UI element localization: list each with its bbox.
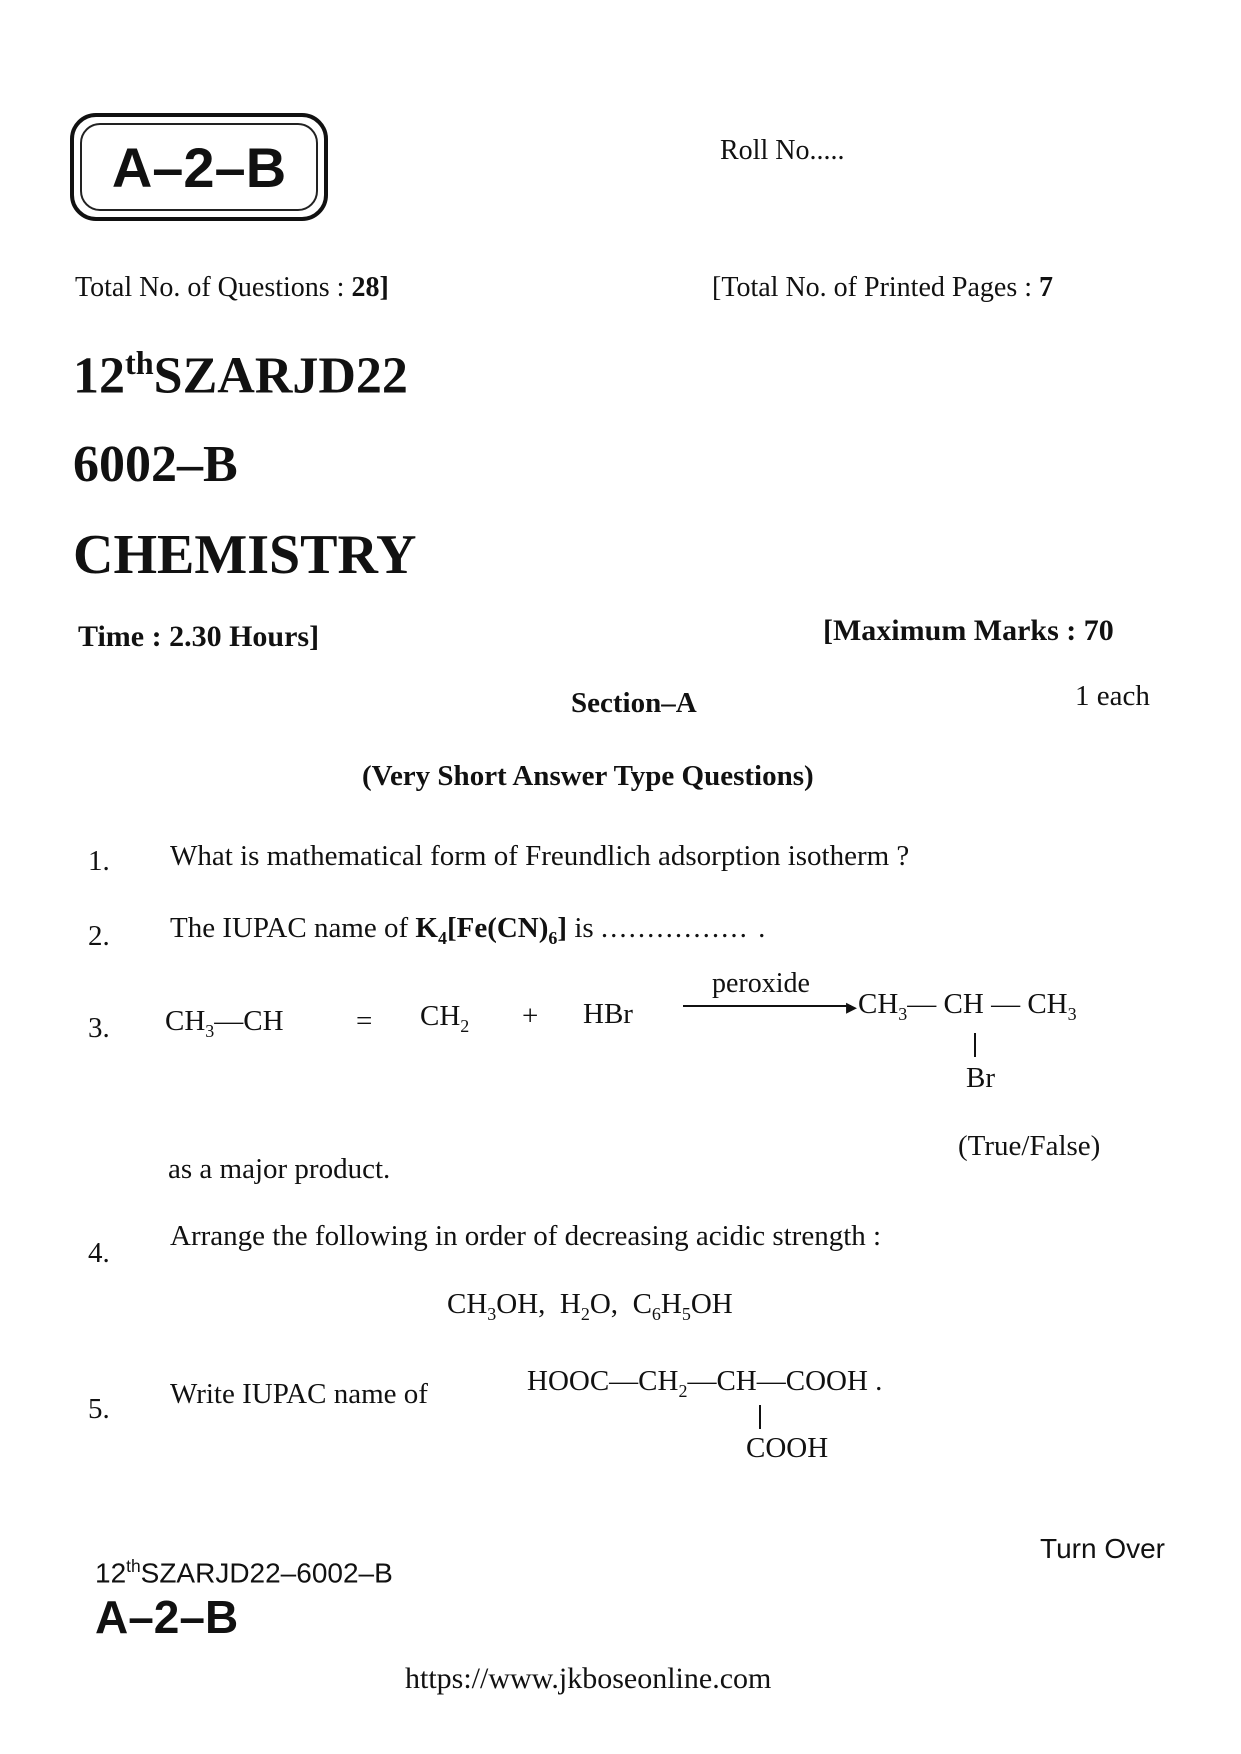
product-branch-bond [974, 1033, 976, 1057]
formula-fe-cn: [Fe(CN) [446, 912, 549, 944]
maximum-marks-label: [Maximum Marks : [823, 614, 1077, 647]
compound-phenol-sub6: 6 [651, 1303, 661, 1324]
reactant-propene [165, 1005, 284, 1042]
footer-set-code: A–2–B [95, 1591, 239, 1643]
formula-main-2: —CH—COOH . [687, 1365, 883, 1397]
double-bond: = [356, 1005, 373, 1037]
footer-code-rest: SZARJD22–6002–B [140, 1557, 393, 1589]
product-ch3: CH [858, 988, 899, 1020]
section-title: Section–A [571, 687, 697, 719]
product-chain: — CH — CH [907, 988, 1068, 1020]
source-url: https://www.jkboseonline.com [405, 1662, 772, 1695]
question-number: 1. [88, 845, 110, 877]
exam-code-prefix: 12 [73, 347, 125, 405]
formula-branch-bond [759, 1405, 761, 1429]
question-4-text: Arrange the following in order of decreasing acidic strength : [170, 1220, 882, 1252]
question-2-text [170, 912, 767, 949]
turn-over: Turn Over [1040, 1533, 1165, 1564]
product-ch3-sub: 3 [898, 1003, 908, 1024]
paper-code: 6002–B [73, 436, 238, 493]
product-chain-sub: 3 [1067, 1003, 1077, 1024]
question-number: 4. [88, 1237, 110, 1269]
reactant-ch2-sub: 2 [460, 1015, 470, 1036]
reactant-ch2-group [420, 1000, 469, 1037]
compound-methanol-sub: 3 [487, 1303, 497, 1324]
formula-cn-sub: 6 [548, 927, 558, 948]
maximum-marks-value: 70 [1083, 614, 1114, 647]
product-formula [858, 988, 1077, 1025]
set-code: A–2–B [111, 135, 287, 199]
compound-phenol-h: H [660, 1288, 682, 1320]
reaction-arrow-head: ▸ [846, 994, 858, 1019]
question-number: 5. [88, 1393, 110, 1425]
reactant-ch2-text: CH [420, 1000, 461, 1032]
formula-main-1: HOOC—CH [527, 1365, 679, 1397]
compound-water: H [559, 1288, 581, 1320]
exam-code-rest: SZARJD22 [153, 347, 408, 405]
maximum-marks [823, 614, 1114, 648]
exam-code-sup: th [125, 345, 154, 381]
product-branch-br: Br [966, 1062, 995, 1094]
formula-close: ] [557, 912, 568, 944]
reactant-ch: CH [165, 1005, 206, 1037]
question-1-text: What is mathematical form of Freundlich adsorption isotherm ? [170, 840, 910, 872]
question-2-prefix: The IUPAC name of [170, 912, 409, 944]
set-code-box [70, 113, 328, 221]
time-allowed: Time : 2.30 Hours] [78, 620, 320, 653]
formula-branch-cooh: COOH [746, 1432, 829, 1464]
footer-exam-code [95, 1556, 393, 1589]
question-number: 3. [88, 1012, 110, 1044]
question-4-compounds [447, 1288, 733, 1325]
marks-each: 1 each [1075, 680, 1150, 712]
formula-k: K [415, 912, 438, 944]
answer-blank: ................ . [600, 912, 768, 944]
compound-methanol-oh: OH, [496, 1288, 546, 1320]
total-pages-label: [Total No. of Printed Pages : [712, 272, 1032, 303]
true-false-note: (True/False) [958, 1130, 1101, 1162]
reaction-arrow-line [683, 1005, 851, 1007]
roll-number-label: Roll No..... [720, 135, 845, 166]
compound-phenol-sub5: 5 [681, 1303, 691, 1324]
footer-code-prefix: 12 [95, 1557, 127, 1589]
question-2-is: is [574, 912, 594, 944]
footer-code-sup: th [126, 1556, 141, 1576]
reactant-ch-sub: 3 [205, 1020, 215, 1041]
reagent-hbr: HBr [583, 998, 633, 1030]
total-questions-label: Total No. of Questions : [75, 272, 345, 303]
question-5-text: Write IUPAC name of [170, 1378, 428, 1410]
plus-sign: + [522, 1000, 539, 1032]
reaction-condition: peroxide [712, 968, 810, 999]
reactant-ch2: —CH [214, 1005, 284, 1037]
exam-code [73, 345, 408, 405]
total-questions [75, 272, 389, 304]
question-5-formula [527, 1365, 882, 1402]
subject-title: CHEMISTRY [73, 524, 417, 586]
total-pages-value: 7 [1039, 272, 1053, 303]
formula-main-sub: 2 [678, 1380, 688, 1401]
total-pages [712, 272, 1053, 304]
compound-phenol: C [632, 1288, 652, 1320]
compound-methanol: CH [447, 1288, 488, 1320]
compound-water-sub: 2 [580, 1303, 590, 1324]
compound-phenol-oh: OH [690, 1288, 733, 1320]
compound-water-o: O, [589, 1288, 619, 1320]
question-number: 2. [88, 920, 110, 952]
total-questions-value: 28] [351, 272, 389, 303]
section-subtitle: (Very Short Answer Type Questions) [362, 760, 814, 792]
question-3-tail: as a major product. [168, 1153, 391, 1185]
formula-k-sub: 4 [437, 927, 447, 948]
